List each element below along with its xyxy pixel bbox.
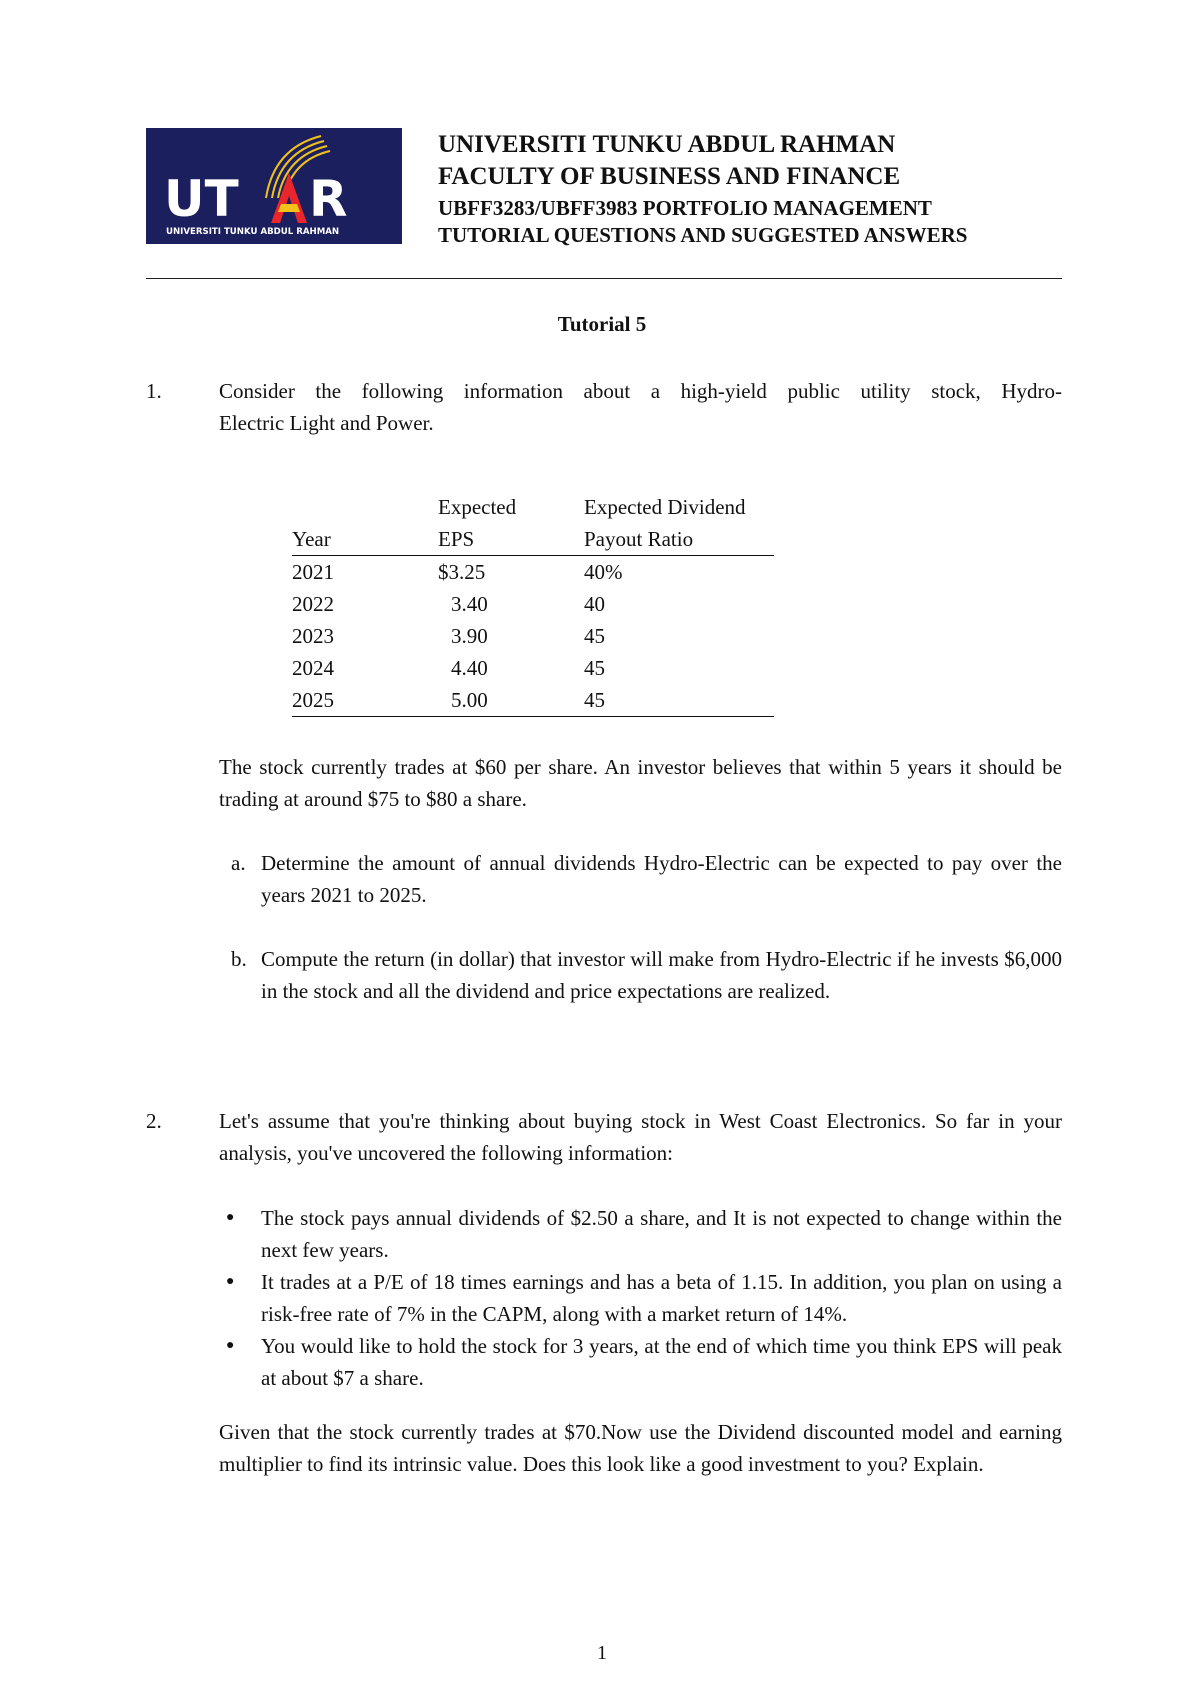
- table-cell: 2024: [292, 656, 334, 680]
- table-cell: 45: [584, 684, 774, 717]
- q2-bullet-1: The stock pays annual dividends of $2.50 a share, and It is not expected to change within the next few years.: [261, 1206, 1062, 1262]
- document-type: TUTORIAL QUESTIONS AND SUGGESTED ANSWERS: [438, 223, 968, 247]
- table-head-cell: Expected Dividend: [584, 495, 746, 519]
- page-number: 1: [597, 1642, 607, 1664]
- q1b-label: b.: [231, 947, 247, 971]
- table-head-cell: Year: [292, 523, 438, 556]
- table-head-cell: Payout Ratio: [584, 523, 774, 556]
- table-cell: 2023: [292, 624, 334, 648]
- table-row: [292, 588, 774, 620]
- table-cell: $3.25: [438, 560, 486, 584]
- course-name: UBFF3283/UBFF3983 PORTFOLIO MANAGEMENT: [438, 196, 932, 220]
- logo-subtext: UNIVERSITI TUNKU ABDUL RAHMAN: [166, 227, 340, 237]
- q2-number: 2.: [146, 1109, 162, 1133]
- eps-table: [292, 491, 774, 717]
- table-head-cell: [292, 491, 438, 523]
- utar-logo-graphic: [146, 128, 402, 244]
- bullet-icon: ●: [226, 1338, 235, 1353]
- q2-intro: Let's assume that you're thinking about buying stock in West Coast Electronics. So far in your analysis, you've uncovered the following information:: [219, 1109, 1062, 1165]
- q2-bullet-3: You would like to hold the stock for 3 years, at the end of which time you think EPS will peak at about $7 a share.: [261, 1334, 1062, 1390]
- header-divider: [146, 278, 1062, 279]
- table-head-top: [292, 491, 774, 523]
- q1-number: 1.: [146, 379, 162, 403]
- table-row: [292, 652, 774, 684]
- bullet-icon: ●: [226, 1210, 235, 1225]
- table-cell: 3.40: [451, 592, 488, 616]
- table-cell: 4.40: [451, 656, 488, 680]
- q1a-label: a.: [231, 851, 246, 875]
- table-cell: 40%: [584, 560, 623, 584]
- table-cell: 5.00: [438, 684, 584, 717]
- university-name: UNIVERSITI TUNKU ABDUL RAHMAN: [438, 131, 896, 158]
- bullet-icon: ●: [226, 1274, 235, 1289]
- table-cell: 40: [584, 592, 605, 616]
- q1a-text: Determine the amount of annual dividends Hydro-Electric can be expected to pay over the years 2021 to 2025.: [261, 851, 1062, 907]
- q1b-text: Compute the return (in dollar) that investor will make from Hydro-Electric if he invests $6,000 in the stock and all the dividend and price expectations are realized.: [261, 947, 1062, 1003]
- q1-paragraph: The stock currently trades at $60 per share. An investor believes that within 5 years it should be trading at around $75 to $80 a share.: [219, 755, 1062, 811]
- q2-bullet-2: It trades at a P/E of 18 times earnings and has a beta of 1.15. In addition, you plan on using a risk-free rate of 7% in the CAPM, along with a market return of 14%.: [261, 1270, 1062, 1326]
- utar-logo: [146, 128, 402, 244]
- logo-text-r: R: [309, 170, 348, 228]
- table-row: [292, 684, 774, 717]
- table-cell: 45: [584, 624, 605, 648]
- table-cell: 2021: [292, 560, 334, 584]
- table-cell: 2025: [292, 684, 438, 717]
- table-head-cell: EPS: [438, 523, 584, 556]
- q1-intro-line1: Consider the following information about a high-yield public utility stock, Hydro-: [219, 379, 1062, 403]
- table-cell: 2022: [292, 592, 334, 616]
- logo-text-ut: UT: [164, 170, 239, 228]
- table-head-cell: Expected: [438, 495, 517, 519]
- table-row: [292, 556, 774, 589]
- faculty-name: FACULTY OF BUSINESS AND FINANCE: [438, 163, 901, 190]
- q1-intro-line2: Electric Light and Power.: [219, 411, 434, 435]
- table-cell: 3.90: [451, 624, 488, 648]
- table-row: [292, 620, 774, 652]
- table-cell: 45: [584, 656, 605, 680]
- table-head-bottom: [292, 523, 774, 556]
- q2-closing: Given that the stock currently trades at $70.Now use the Dividend discounted model and earning multiplier to find its intrinsic value. Does this look like a good investment to you? Explain.: [219, 1420, 1062, 1476]
- page-title: Tutorial 5: [557, 312, 647, 336]
